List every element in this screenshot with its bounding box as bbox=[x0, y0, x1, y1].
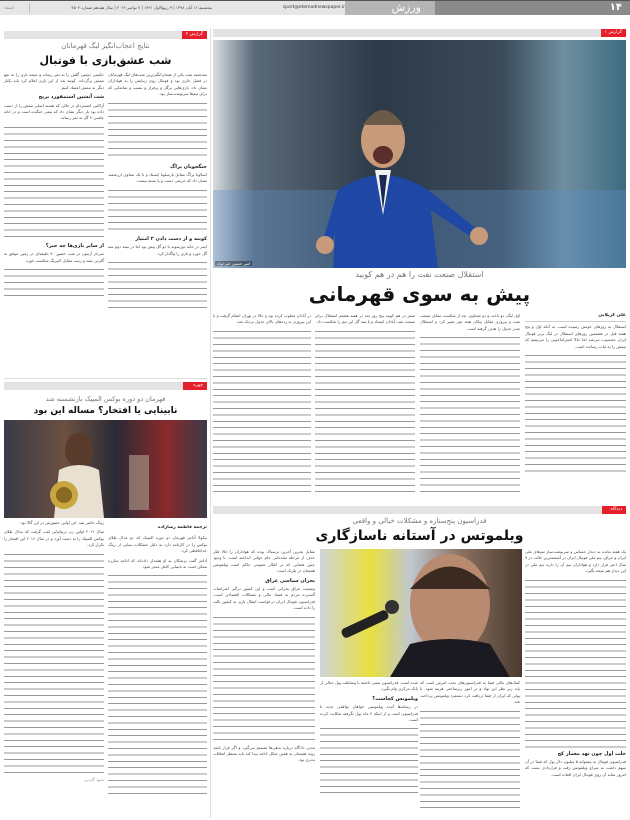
coach-wilmots-silhouette bbox=[320, 549, 522, 677]
main-kicker: استقلال صنعت نفت را هم در هم کوبید bbox=[355, 270, 484, 279]
paragraph: یک هفته مانده به دیدار حساس و سرنوشت‌ساز تیم‌های ملی ایران و عراق، تیم ملی فوتبال ایران در آشفته‌ترین حالت در ۹ سال اخیر قرار دارد و هواداران بیم آن را دارند تیم ملی در این دیدار هم نتیجه نگیرد. bbox=[525, 549, 626, 574]
paragraph: آدامز گفت پزشکان به او هشدار داده‌اند که ادامه مبارزه ممکن است به نابینایی کامل منجر شود. bbox=[108, 557, 207, 570]
subhead: کونته و از دست دادن ۳ امتیاز bbox=[135, 235, 207, 242]
text-block bbox=[213, 329, 311, 494]
text-block bbox=[4, 125, 104, 240]
main-headline: پیش به سوی قهرمانی bbox=[308, 282, 531, 306]
main-photo-coach bbox=[213, 40, 626, 268]
paragraph: اول لیگ، دو باخت و دو مساوی، بعد از شکست مقابل صنعت نفت و پیروزی مقابل پیکان همه چیز تغییر کرد و استقلال صدر جدول را هدف گرفته است. bbox=[420, 313, 520, 331]
paragraph: در آبادان مغلوب کرده بود و حالا در تهران انتقام گرفت و با این پیروزی به رده‌های بالای جدول نزدیک شد. bbox=[213, 313, 311, 325]
main-column-3 bbox=[315, 313, 415, 508]
section-tag: چهره bbox=[183, 382, 207, 390]
photo-credit: امیر حسین خیرخواه bbox=[217, 261, 251, 266]
dateline: پنجشنبه ۱۶ آبان ۱۳۹۸ | ۹ ربیع‌الاول ۱۴۴۱ | ۷ نوامبر ۲۰۱۹ | سال هفدهم شماره ۴۵۰۴ bbox=[71, 5, 212, 10]
bottom-column-4 bbox=[213, 549, 315, 814]
photo-caption: رینگ حاضر شد. این اولین حضورش در این گالا بود. bbox=[19, 520, 104, 525]
text-block bbox=[420, 335, 520, 495]
main-column-4 bbox=[213, 313, 311, 508]
section-bar-report-2 bbox=[4, 31, 207, 39]
source-credit: منبع: گاردین bbox=[83, 776, 104, 782]
paragraph: سال ۲۰۱۲ اولین زن بریتانیایی لقب گرفت که مدال طلای بوکس المپیک را به دست آورد و در سال ۲۰۱۶ این افتخار را تکرار کرد. bbox=[4, 529, 104, 548]
page-header bbox=[0, 0, 630, 15]
subhead: شب آتشین استمفورد بریج bbox=[38, 94, 104, 101]
section-tag: دیدگاه bbox=[602, 506, 626, 514]
paragraph: صفر در هم کوبید پنج روز بعد در هفته هشتم استقلال برابر صنعت نفت آبادان ایستاد و با سه گل این تیم را شکست داد. bbox=[315, 313, 415, 325]
left-column-right bbox=[108, 72, 207, 342]
paragraph: در رسانه‌ها آمده ویلموتس خواهان توافقی جدید با فدراسیون است و از اینکه ۴ ماه پول نگرفته شکایت کرده است. bbox=[320, 704, 418, 723]
section-bar-profile bbox=[4, 382, 207, 390]
paragraph: مقابل بحرین آخرین ترسناک بوده که هواداران را حالا فکر حذف از مرحله مقدماتی جام جهانی انداخته است. با وجود چنین فضایی که بر افکار عمومی حاکم است ویلموتس همچنان در بلژیک است. bbox=[213, 549, 315, 574]
paragraph: سه‌شنبه شب یکی از هیجان‌انگیزترین شب‌های لیگ قهرمانان در فصل جاری بود و فوتبال روی زیبایش را به هواداران نشان داد. بازی‌هایی پرگل و پرفراز و نشیب و تماشایی که برای تیم‌ها سرنوشت‌ساز بود. bbox=[108, 72, 207, 97]
paragraph: سردار آزمون در شب حضور ۹۰ دقیقه‌ای در زمین موفق به گلزنی نشد و زنیت مقابل لایپزیگ شکست خورد. bbox=[4, 251, 104, 263]
paragraph: آژاکس امستردام در حالی که هسته اصلی تیمش را از دست داده بود بار دیگر نشان داد که تیمی جنگنده است و در خانه چلسی ۴ گل به ثمر رساند. bbox=[4, 102, 104, 121]
text-block bbox=[108, 101, 207, 161]
boxing-kicker: قهرمان دو دوره بوکس المپیک بازنشسته شد bbox=[45, 395, 166, 403]
section-email: sport@etemadnewspaper.ir bbox=[282, 5, 345, 10]
translator-byline: ترجمه فاطمه رضازاده bbox=[158, 525, 207, 530]
paragraph: نیکولا آدامز قهرمان دو دوره المپیک که دو مدال طلای بوکس را در کارنامه دارد به دلیل مشکلات بینایی از رینگ خداحافظی کرد. bbox=[108, 535, 207, 554]
left-column-left bbox=[4, 72, 104, 342]
text-block bbox=[320, 726, 418, 796]
text-block bbox=[4, 552, 104, 777]
text-block bbox=[213, 615, 315, 745]
boxing-headline: نابینایی یا افتخار؟ مساله این بود bbox=[33, 406, 178, 416]
section-tag: گزارش ۱ bbox=[601, 29, 626, 37]
main-column-2 bbox=[420, 313, 520, 508]
bottom-column-3 bbox=[320, 680, 418, 815]
section-title: ورزش bbox=[345, 1, 435, 15]
text-block bbox=[525, 353, 626, 473]
page-number: ۱۴ bbox=[435, 1, 630, 15]
paragraph: اینتر در خانه دورتموند با دو گل پیش بود اما در نیمه دوم سه گل خورد و بازی را واگذار کرد. bbox=[108, 244, 207, 256]
text-block bbox=[420, 709, 520, 809]
left-kicker: نتایج اعجاب‌انگیز لیگ قهرمانان bbox=[61, 42, 150, 50]
text-block bbox=[108, 573, 207, 798]
paragraph: مدتی دادگاه درباره بدهی‌ها تصمیم می‌گیرد و اگر قرار باشد روند همچنان به همین شکل ادامه پیدا کند باید منتظر اتفاقات بدتری بود. bbox=[213, 744, 315, 763]
story-divider bbox=[4, 378, 207, 379]
paragraph: اسلاویا پراگ مقابل بارسلونا ایستاد و با یک تساوی ارزشمند نشان داد که حریفی دست و پا بسته نیست. bbox=[108, 172, 207, 184]
boxing-column-right bbox=[108, 525, 207, 815]
bottom-kicker: فدراسیون پنج‌ستاره و مشکلات خیالی و واقعی bbox=[352, 517, 487, 525]
boxing-photo bbox=[4, 420, 207, 518]
byline: علی کربلایی bbox=[525, 313, 626, 322]
column-divider bbox=[210, 28, 211, 818]
left-headline: شب عشق‌بازی با فوتبال bbox=[39, 54, 172, 67]
boxing-column-left bbox=[4, 520, 104, 800]
paragraph: کمک‌های مالی فیفا به فدراسیون‌های تحت امرش است که باید زیر نظر این نهاد و در امور زیرساختی هزینه شود. با پولی که ایران از فیفا دریافت کرد دستمزد ویلموتس پرداخت شد. bbox=[420, 680, 520, 705]
text-block bbox=[108, 260, 207, 310]
text-block bbox=[4, 267, 104, 297]
coach-silhouette bbox=[213, 40, 626, 268]
text-block bbox=[315, 329, 415, 494]
paragraph: استقلال به روزهای خوبش رسیده است. نه آنکه اول و پنج هفته قبل در هشتمین روزهای استقلال در لیگ برتر فوتبال ایران محسوب می‌شد اما حالا استراماچونی را می‌بینیم که تیمش را به ثبات رسانده است. bbox=[525, 324, 626, 349]
bottom-column-1 bbox=[525, 549, 626, 814]
subhead: خلت اول چون نهد معمار کج bbox=[557, 750, 626, 757]
text-block bbox=[525, 578, 626, 748]
subhead: ویلموتس کجاست؟ bbox=[372, 695, 418, 702]
newspaper-logo: اعتماد bbox=[4, 3, 30, 13]
paragraph: شده است. فدراسیون سعی داشته با وساطت پول خیالی از بانک مرکزی وام بگیرد. bbox=[320, 680, 418, 692]
main-column-1 bbox=[525, 313, 626, 508]
paragraph: حکیمی دومین گلش را به ثمر رساند و نتیجه بازی را به نفع تیمش برگرداند. کونته بعد از این بازی اعلام کرد باید یکبار دیگر به تیمش اعتماد کنیم. bbox=[4, 72, 104, 90]
paragraph: فدراسیون فوتبال به پشتوانه ۵ میلیون دلار پول که فیفا در آن سهم داشت به سراغ ویلموتس رفت و قراردادی بست که امروز سایه آن روی فوتبال ایران افتاده است. bbox=[525, 759, 626, 777]
bottom-column-2 bbox=[420, 680, 520, 815]
wilmots-photo bbox=[320, 549, 522, 677]
section-bar-viewpoint bbox=[213, 506, 626, 514]
boxer-silhouette bbox=[4, 420, 207, 518]
subhead: جنگجویان پراگ bbox=[170, 163, 207, 170]
subhead: بحران سیاسی عراق bbox=[265, 577, 315, 584]
paragraph: وضعیت عراق بحرانی است و این کشور درگیر اعتراضات گسترده مردم به فساد مالی و مشکلات اقتصادی است. فدراسیون فوتبال ایران درخواست انتقال بازی به کشور ثالث را داده است. bbox=[213, 586, 315, 611]
section-tag: گزارش ۲ bbox=[182, 31, 207, 39]
subhead: از سایر بازی‌ها چه خبر؟ bbox=[45, 242, 104, 249]
section-bar-report-1 bbox=[213, 29, 626, 37]
text-block bbox=[108, 188, 207, 233]
bottom-headline: ویلموتس در آستانه ناسازگاری bbox=[315, 528, 524, 544]
